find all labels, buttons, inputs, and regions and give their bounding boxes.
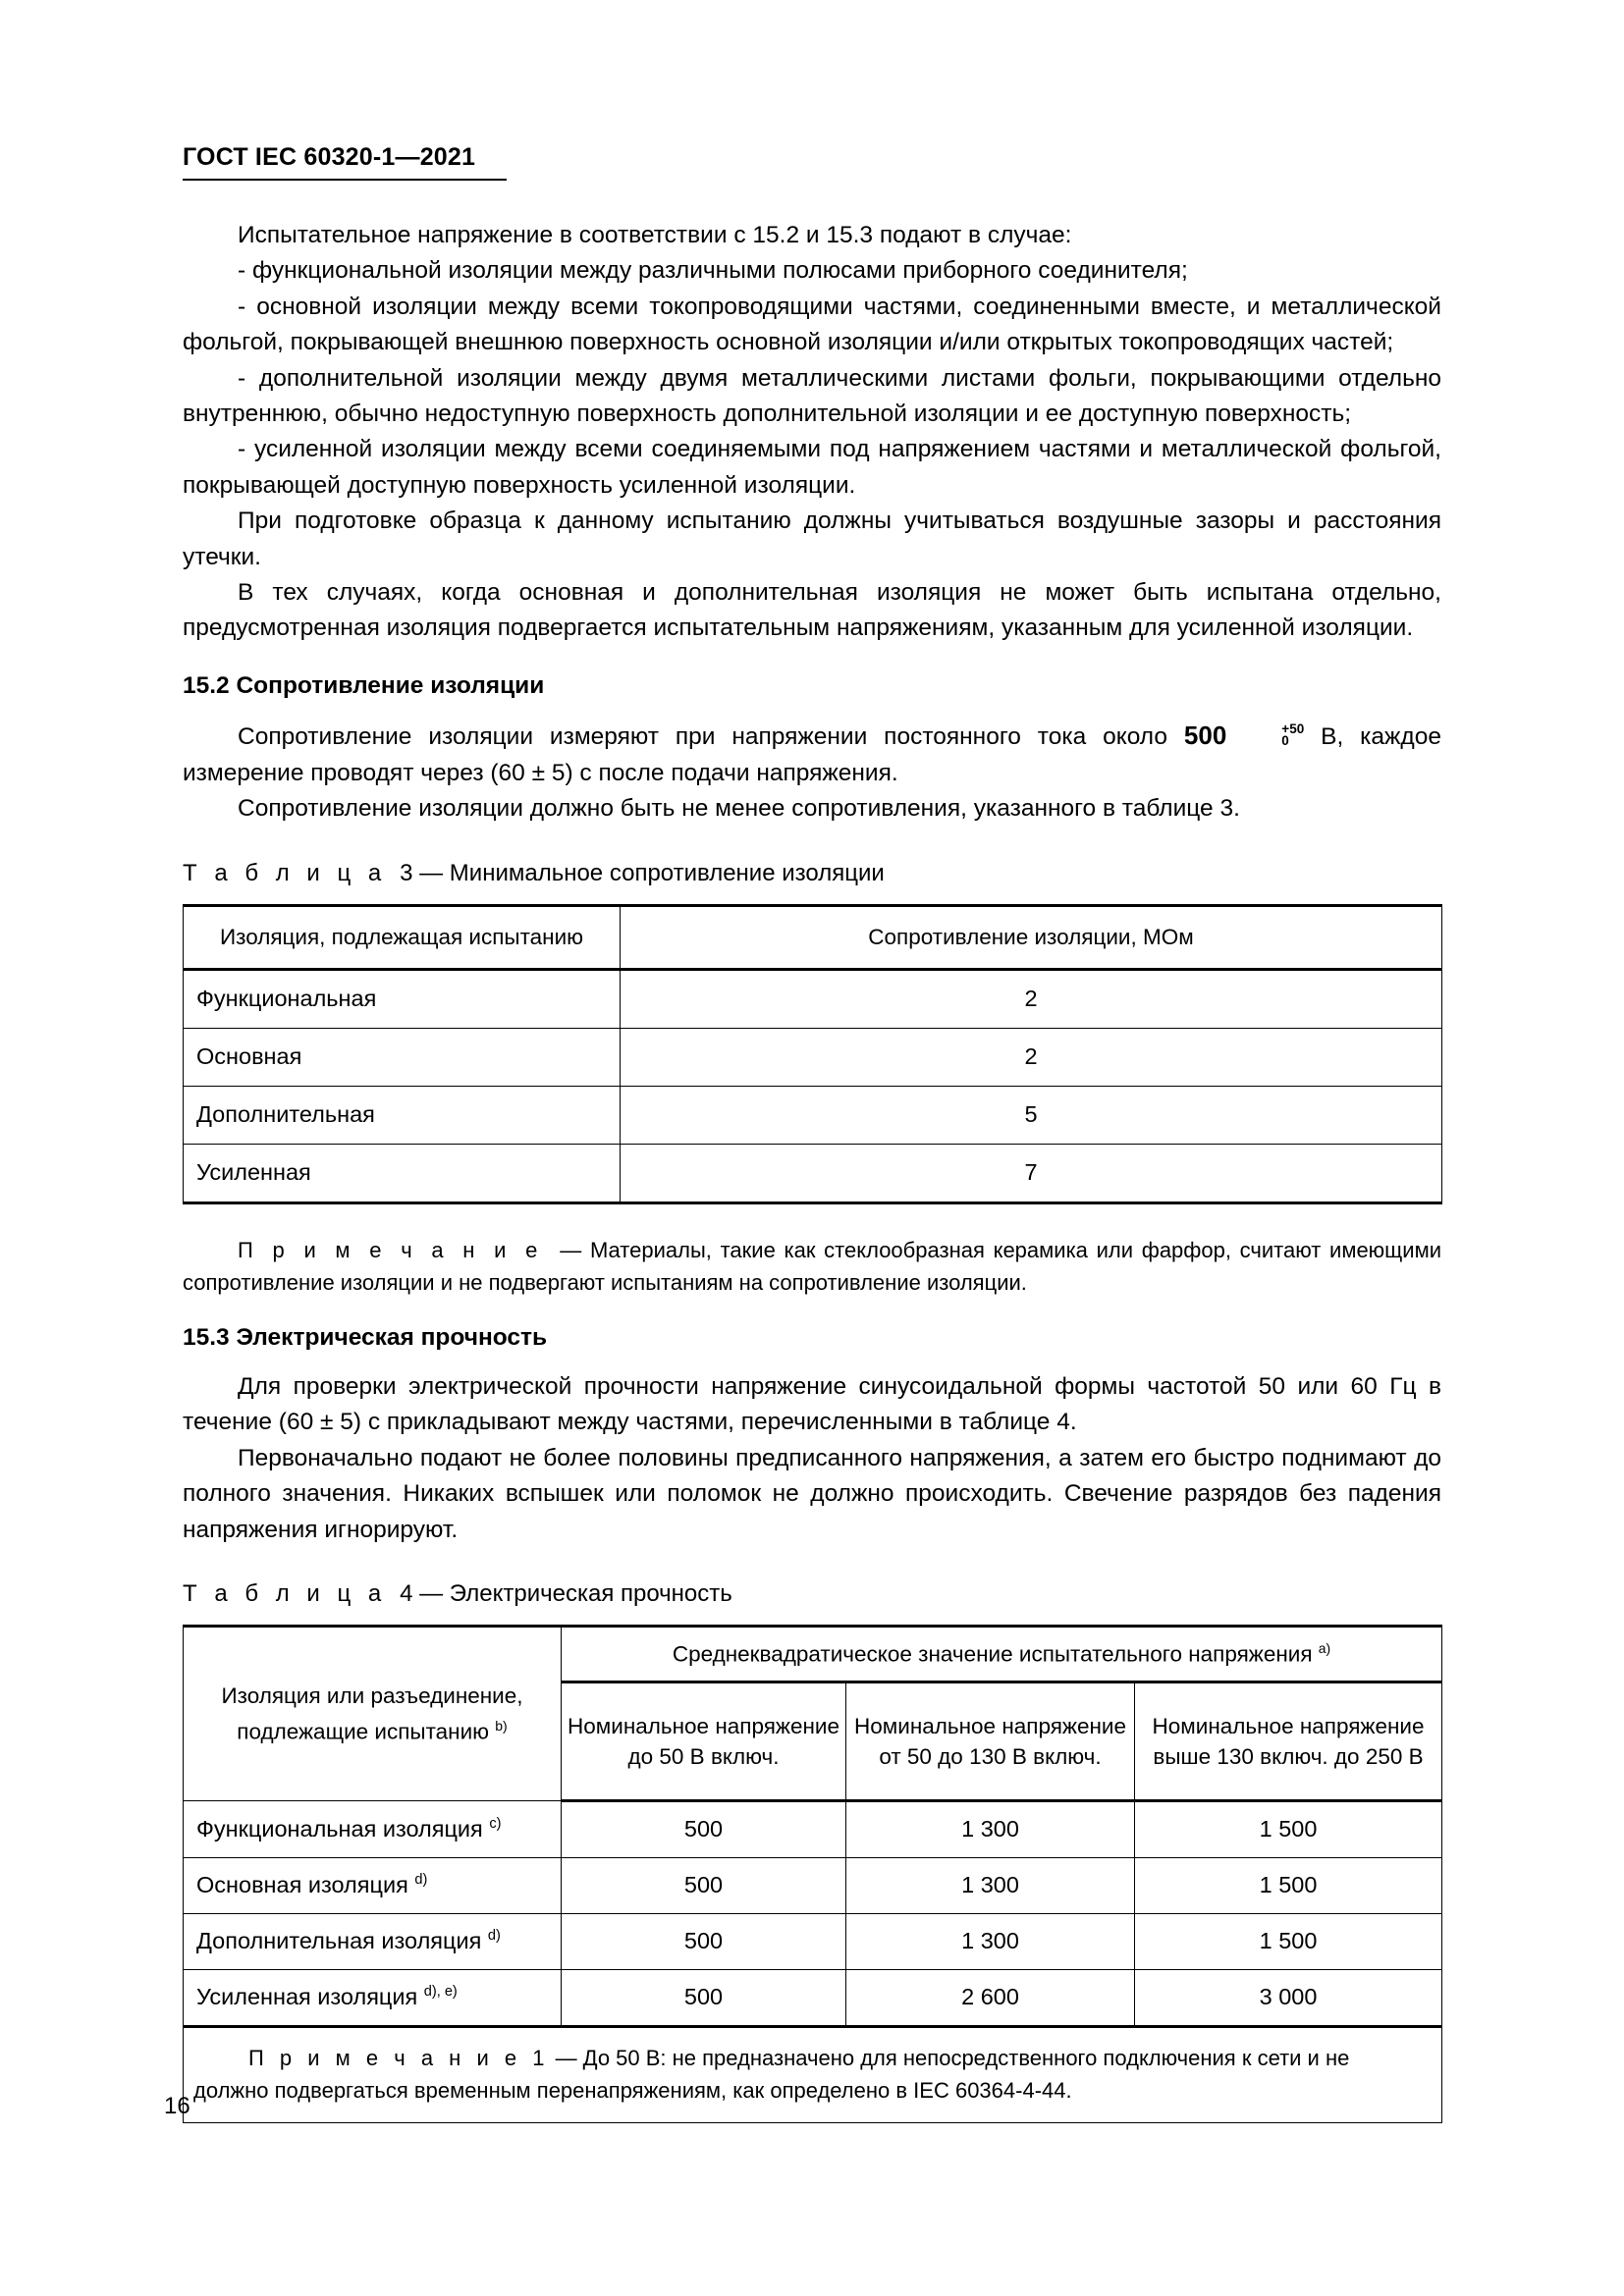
intro-list-item-4: - усиленной изоляции между всеми соединяемыми под напряжением частями и металлической фольгой, покрывающей доступную поверхность усиленной изоляции. <box>183 436 1441 499</box>
intro-list-item-2: - основной изоляции между всеми токопроводящими частями, соединенными вместе, и металлической фольгой, покрывающей внешнюю поверхность основной изоляции и/или открытых токопроводящих частей; <box>183 293 1441 356</box>
table-row <box>184 1028 1442 1086</box>
section-heading-15-3: 15.3 Электрическая прочность <box>183 1323 548 1351</box>
table4-row-footnote: d) <box>487 1928 501 1945</box>
table4-cell-v2: 1 300 <box>846 1913 1135 1969</box>
intro-cases-paragraph: В тех случаях, когда основная и дополнительная изоляция не может быть испытана отдельно, предусмотренная изоляция подвергается испытательным напряжениям, указанным для усиленной изоляции. <box>183 579 1441 642</box>
intro-preparation-paragraph: При подготовке образца к данному испытанию должны учитываться воздушные зазоры и расстояния утечки. <box>183 507 1441 570</box>
table3-cell-resistance: 2 <box>621 1028 1442 1086</box>
table-minimum-insulation-resistance <box>183 904 1442 1204</box>
intro-list-item-3: - дополнительной изоляции между двумя металлическими листами фольги, покрывающими отдельно внутреннюю, обычно недоступную поверхность дополнительной изоляции и ее доступную поверхность; <box>183 364 1441 428</box>
table4-header-test-voltage-label: Среднеквадратическое значение испытательного напряжения <box>672 1641 1313 1667</box>
para-15-2-text-before: Сопротивление изоляции измеряют при напряжении постоянного тока около <box>238 723 1184 751</box>
table4-caption-word: Т а б л и ц а <box>183 1579 387 1607</box>
table3-caption-word: Т а б л и ц а <box>183 859 387 886</box>
table-row <box>184 969 1442 1028</box>
table4-row-label-text: Дополнительная изоляция <box>196 1928 482 1954</box>
table3-cell-insulation: Функциональная <box>184 969 621 1028</box>
page-header: ГОСТ IEC 60320-1—2021 <box>183 143 476 171</box>
table4-note-word: П р и м е ч а н и е 1 <box>248 2045 550 2070</box>
table4-header-test-voltage-footnote: a) <box>1318 1640 1331 1657</box>
table4-cell-v3: 1 500 <box>1135 1800 1442 1857</box>
table4-cell-v1: 500 <box>562 1857 846 1913</box>
table4-row-label-text: Функциональная изоляция <box>196 1815 483 1842</box>
section-15-2-paragraph-2: Сопротивление изоляции должно быть не менее сопротивления, указанного в таблице 3. <box>238 795 1240 823</box>
voltage-number: 500 <box>1183 721 1227 751</box>
voltage-tolerance-upper: +50 <box>1281 721 1305 737</box>
table4-cell-v3: 1 500 <box>1135 1857 1442 1913</box>
voltage-tolerance <box>1226 722 1304 747</box>
table4-note-text: — До 50 В: не предназначено для непосредственного подключения к сети и не должно подвергаться временным перенапряжениям, как определено в IEC 60364-4-44. <box>193 2045 1350 2103</box>
table3-cell-resistance: 5 <box>621 1086 1442 1144</box>
table4-caption <box>183 1577 1441 1611</box>
voltage-tolerance-lower: 0 <box>1281 732 1289 748</box>
table4-header-row-1 <box>184 1626 1442 1682</box>
section-15-3-paragraph-1: Для проверки электрической прочности напряжение синусоидальной формы частотой 50 или 60 Гц в течение (60 ± 5) с прикладывают между частями, перечисленными в таблице 4. <box>183 1372 1441 1436</box>
intro-list-item-1: - функциональной изоляции между различными полюсами приборного соединителя; <box>238 257 1188 285</box>
table3-caption <box>183 857 1441 890</box>
table-row <box>184 1969 1442 2026</box>
para-15-2-text-after: В, каждое измерение проводят через (60 ± 5) с после подачи напряжения. <box>183 723 1441 786</box>
table4-note <box>184 2026 1442 2122</box>
table4-header-col-1: Номинальное напряжение до 50 В включ. <box>562 1682 846 1800</box>
table3-cell-insulation: Дополнительная <box>184 1086 621 1144</box>
table4-cell-v3: 3 000 <box>1135 1969 1442 2026</box>
table-row <box>184 1857 1442 1913</box>
page-number: 16 <box>164 2093 190 2119</box>
table4-row-label <box>184 1969 562 2026</box>
table4-row-label-text: Основная изоляция <box>196 1872 408 1898</box>
table-row <box>184 1144 1442 1202</box>
table4-cell-v2: 1 300 <box>846 1857 1135 1913</box>
table3-cell-resistance: 2 <box>621 969 1442 1028</box>
intro-lead-paragraph: Испытательное напряжение в соответствии с 15.2 и 15.3 подают в случае: <box>238 222 1072 248</box>
page-content <box>183 218 1441 2123</box>
table3-note-word: П р и м е ч а н и е <box>238 1237 543 1262</box>
table3-note-text: — Материалы, такие как стеклообразная керамика или фарфор, считают имеющими сопротивление изоляции и не подвергают испытаниям на сопротивление изоляции. <box>183 1237 1441 1295</box>
table3-note <box>183 1234 1441 1299</box>
table4-cell-v1: 500 <box>562 1913 846 1969</box>
table4-header-test-voltage <box>562 1626 1442 1682</box>
table3-cell-resistance: 7 <box>621 1144 1442 1202</box>
table4-header-insulation-footnote: b) <box>495 1718 508 1735</box>
table-electric-strength <box>183 1625 1442 2123</box>
table4-cell-v2: 1 300 <box>846 1800 1135 1857</box>
table4-cell-v1: 500 <box>562 1800 846 1857</box>
section-15-2-paragraph-1 <box>183 718 1441 791</box>
table4-row-label <box>184 1857 562 1913</box>
table3-caption-rest: 3 — Минимальное сопротивление изоляции <box>400 859 885 886</box>
table4-row-footnote: d), e) <box>423 1984 458 2001</box>
table3-header-row <box>184 905 1442 969</box>
table4-header-col-2: Номинальное напряжение от 50 до 130 В включ. <box>846 1682 1135 1800</box>
insulation-test-voltage-value <box>1184 721 1304 750</box>
table4-caption-rest: 4 — Электрическая прочность <box>400 1579 732 1607</box>
table-row <box>184 1800 1442 1857</box>
table-row <box>184 1086 1442 1144</box>
table4-row-label-text: Усиленная изоляция <box>196 1984 418 2010</box>
section-15-3-paragraph-2: Первоначально подают не более половины предписанного напряжения, а затем его быстро поднимают до полного значения. Никаких вспышек или поломок не должно происходить. Свечение разрядов без падения напряжения игнорируют. <box>183 1444 1441 1543</box>
table4-row-footnote: c) <box>489 1816 502 1833</box>
table4-header-col-3: Номинальное напряжение выше 130 включ. до 250 В <box>1135 1682 1442 1800</box>
table4-row-footnote: d) <box>414 1872 428 1889</box>
table3-cell-insulation: Усиленная <box>184 1144 621 1202</box>
section-heading-15-2: 15.2 Сопротивление изоляции <box>183 671 545 699</box>
table3-header-resistance: Сопротивление изоляции, МОм <box>621 905 1442 969</box>
table3-cell-insulation: Основная <box>184 1028 621 1086</box>
table4-note-row <box>184 2026 1442 2122</box>
table-row <box>184 1913 1442 1969</box>
table4-cell-v1: 500 <box>562 1969 846 2026</box>
table4-row-label <box>184 1913 562 1969</box>
header-underline <box>183 179 507 181</box>
table4-header-insulation-label: Изоляция или разъединение, подлежащие испытанию <box>221 1683 523 1744</box>
table4-cell-v2: 2 600 <box>846 1969 1135 2026</box>
table3-header-insulation: Изоляция, подлежащая испытанию <box>184 905 621 969</box>
table4-header-insulation <box>184 1626 562 1800</box>
table4-cell-v3: 1 500 <box>1135 1913 1442 1969</box>
table4-row-label <box>184 1800 562 1857</box>
